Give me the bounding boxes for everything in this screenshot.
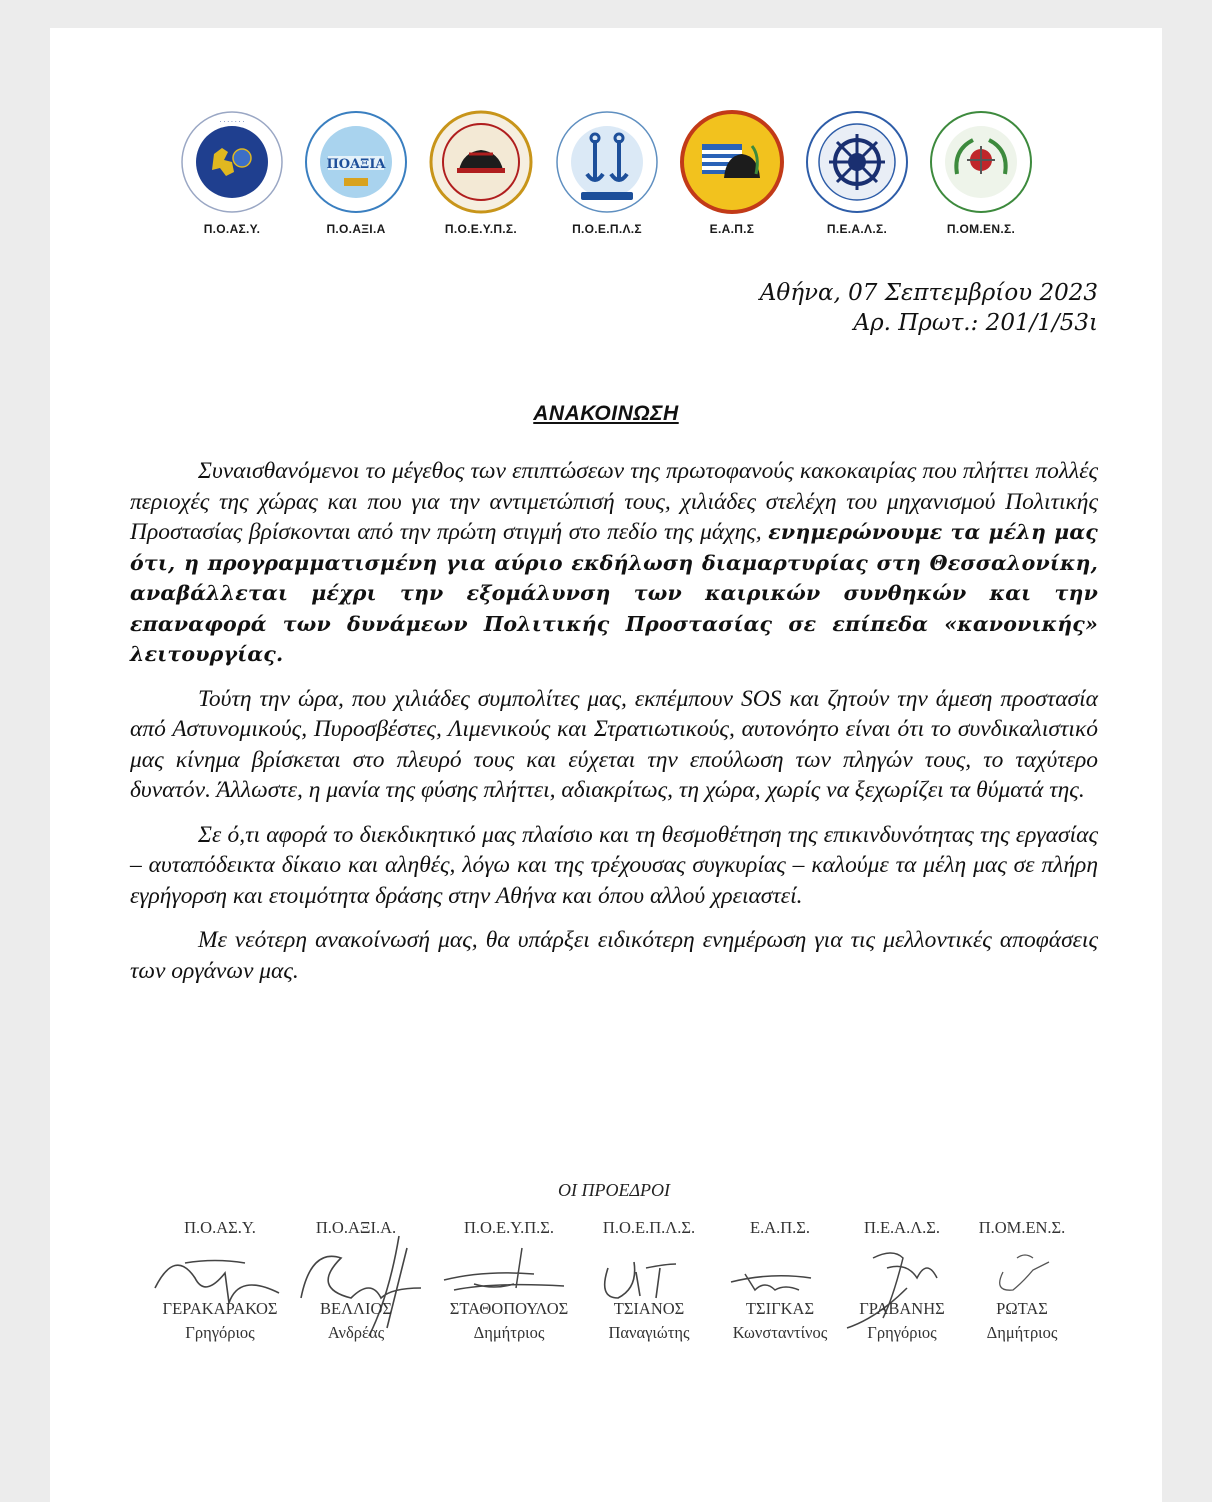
paragraph-1-bold: ενημερώνουμε τα μέλη μας ότι, η προγραμματισμένη για αύριο εκδήλωση διαμαρτυρίας στη Θεσσαλονίκη, αναβάλλεται μέχρι την εξομάλυνση των καιρικών συνθηκών και την επαναφορά των δυνάμεων Πολιτικής Προστασίας σε επίπεδα «κανονικής» λειτουργίας. xyxy=(130,520,1098,666)
signatory-surname: ΣΤΑΘΟΠΟΥΛΟΣ xyxy=(449,1299,569,1318)
greece-map-seal-icon xyxy=(180,110,284,214)
signature-block xyxy=(434,1218,584,1343)
signatory-first-name: Ανδρέας xyxy=(327,1323,385,1342)
signature-block xyxy=(947,1218,1097,1343)
document-date: Αθήνα, 07 Σεπτεμβρίου 2023 xyxy=(759,280,1098,306)
svg-text:ΠΟΑΞΙΑ: ΠΟΑΞΙΑ xyxy=(326,157,386,172)
flag-helmet-seal-icon xyxy=(680,110,784,214)
signatory-org: Π.Ο.ΑΞΙ.Α. xyxy=(315,1218,397,1237)
logo-poeyps xyxy=(420,110,542,236)
logo-caption: Π.Ο.Ε.Υ.Π.Σ. xyxy=(444,222,518,236)
logo-pomens xyxy=(920,110,1042,236)
date-protocol-block xyxy=(760,278,1098,338)
signature-block xyxy=(281,1218,431,1343)
logo-poasy xyxy=(171,110,293,236)
logo-poaxia xyxy=(295,110,417,236)
military-wreath-seal-icon xyxy=(929,110,1033,214)
paragraph-2: Τούτη την ώρα, που χιλιάδες συμπολίτες μας, εκπέμπουν SOS και ζητούν την άμεση προστασία από Αστυνομικούς, Πυροσβέστες, Λιμενικούς και Στρατιωτικούς, αυτονόητο είναι ότι το συνδικαλιστικό μας κίνημα βρίσκεται στο πλευρό τους και εύχεται την επούλωση των πληγών τους, το ταχύτερο δυνατόν. Άλλωστε, η μανία της φύσης πλήττει, αδιακρίτως, τη χώρα, χωρίς να ξεχωρίζει τα θύματά της. xyxy=(130,685,1098,803)
ship-wheel-seal-icon xyxy=(805,110,909,214)
signatory-first-name: Δημήτριος xyxy=(986,1323,1058,1342)
signatory-org: Π.Ε.Α.Λ.Σ. xyxy=(863,1218,941,1237)
anchors-seal-icon xyxy=(555,110,659,214)
logo-caption: Ε.Α.Π.Σ xyxy=(709,222,755,236)
paragraph-4: Με νεότερη ανακοίνωσή μας, θα υπάρξει ειδικότερη ενημέρωση για τις μελλοντικές αποφάσεις των οργάνων μας. xyxy=(130,927,1098,984)
signatory-org: Π.Ο.ΑΣ.Υ. xyxy=(184,1218,256,1237)
poaxia-seal-icon xyxy=(304,110,408,214)
signatory-surname: ΓΕΡΑΚΑΡΑΚΟΣ xyxy=(162,1299,278,1318)
logo-eaps xyxy=(671,110,793,236)
paragraph-1 xyxy=(130,456,1098,670)
signature-block xyxy=(574,1218,724,1343)
presidents-heading: ΟΙ ΠΡΟΕΔΡΟΙ xyxy=(557,1180,671,1200)
logo-caption: Π.Ο.ΑΣ.Υ. xyxy=(203,222,261,236)
union-logos-row xyxy=(50,28,1162,268)
signatory-org: Π.Ο.Ε.Π.Λ.Σ. xyxy=(602,1218,696,1237)
signatory-surname: ΒΕΛΛΙΟΣ xyxy=(319,1299,393,1318)
paragraph-3: Σε ό,τι αφορά το διεκδικητικό μας πλαίσιο και τη θεσμοθέτηση της επικινδυνότητας της εργασίας – αυταπόδεικτα δίκαιο και αληθές, λόγω και της τρέχουσας συγκυρίας – καλούμε τα μέλη μας σε πλήρη εγρήγορση και ετοιμότητα δράσης στην Αθήνα και όπου αλλού χρειαστεί. xyxy=(130,821,1098,909)
signature-block xyxy=(145,1218,295,1343)
logo-peals xyxy=(796,110,918,236)
signatory-org: Ε.Α.Π.Σ. xyxy=(749,1218,810,1237)
fire-helmet-seal-icon xyxy=(429,110,533,214)
logo-caption: Π.Ο.ΑΞΙ.Α xyxy=(326,222,386,236)
signatory-first-name: Παναγιώτης xyxy=(608,1323,690,1342)
logo-caption: Π.Ε.Α.Λ.Σ. xyxy=(826,222,888,236)
signatory-org: Π.Ο.Ε.Υ.Π.Σ. xyxy=(463,1218,555,1237)
logo-caption: Π.Ο.Ε.Π.Λ.Σ xyxy=(572,222,642,236)
svg-text:· · · · · · ·: · · · · · · · xyxy=(219,119,245,126)
signatory-surname: ΤΣΙΓΚΑΣ xyxy=(745,1299,815,1318)
protocol-number: Αρ. Πρωτ.: 201/1/53ι xyxy=(853,310,1098,336)
signatory-org: Π.ΟΜ.ΕΝ.Σ. xyxy=(978,1218,1066,1237)
document-title: ΑΝΑΚΟΙΝΩΣΗ xyxy=(533,402,679,425)
signatory-first-name: Γρηγόριος xyxy=(867,1323,937,1342)
document-page xyxy=(50,28,1162,1502)
signatory-first-name: Κωνσταντίνος xyxy=(732,1323,828,1342)
signatory-surname: ΤΣΙΑΝΟΣ xyxy=(613,1299,685,1318)
handwritten-signature xyxy=(281,1228,431,1338)
signatory-surname: ΡΩΤΑΣ xyxy=(996,1299,1048,1318)
logo-caption: Π.ΟΜ.ΕΝ.Σ. xyxy=(946,222,1016,236)
signatory-first-name: Δημήτριος xyxy=(473,1323,545,1342)
announcement-body xyxy=(130,456,1098,1000)
logo-poepls xyxy=(546,110,668,236)
signatory-first-name: Γρηγόριος xyxy=(185,1323,255,1342)
paragraph-1-text: Συναισθανόμενοι το μέγεθος των επιπτώσεων της πρωτοφανούς κακοκαιρίας που πλήττει πολλές περιοχές της χώρας και που για την αντιμετώπισή τους, χιλιάδες στελέχη του μηχανισμού Πολιτικής Προστασίας βρίσκονται από την πρώτη στιγμή στο πεδίο της μάχης, xyxy=(130,458,1098,545)
signatory-surname: ΓΡΑΒΑΝΗΣ xyxy=(859,1299,945,1318)
